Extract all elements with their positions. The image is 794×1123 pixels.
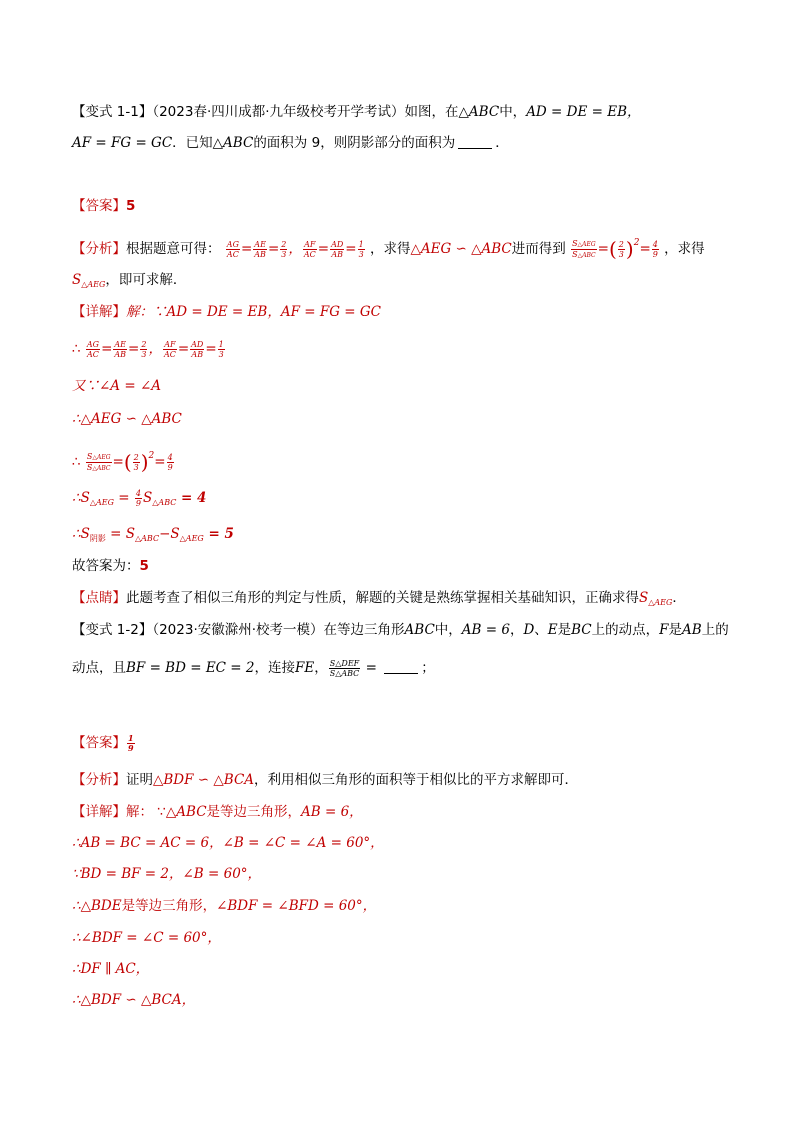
detail-1-line-2: ∴ $\frac{AG}{AC}$ = $\frac{AE}{AB}$ = $\frac{2}{3}$ ， $\frac{AF}{AC}$ = $\frac{AD}{AB}$ = $\frac{1}{3}$: [72, 340, 224, 359]
answer-tag: 【答案】: [72, 735, 126, 751]
detail-1-line-4: ∴△AEG ∽ △ABC: [72, 411, 182, 427]
analysis-2: 【分析】证明△BDF ∽ △BCA，利用相似三角形的面积等于相似比的平方求解即可．: [72, 772, 579, 788]
problem-1-line-1: 【变式 1-1】（2023春·四川成都·九年级校考开学考试）如图，在△ABC中，AD = DE = EB，: [72, 104, 641, 120]
answer-blank: [384, 661, 418, 674]
detail-2-line-6: ∴DF ∥ AC，: [72, 961, 150, 977]
area-ratio-expression: $\frac{\text{S△AEG}}{\text{S△ABC}}$ =( $\frac{2}{3}$ )$^2$= $\frac{4}{9}$: [86, 450, 173, 474]
comment-tag: 【点睛】: [72, 590, 126, 606]
detail-1-line-5: ∴ $\frac{\text{S△AEG}}{\text{S△ABC}}$ =( $\frac{2}{3}$ )$^2$= $\frac{4}{9}$: [72, 450, 173, 474]
detail-tag: 【详解】: [72, 304, 126, 320]
analysis-1-line-2: $S_{\triangle AEG}$，即可求解．: [72, 272, 187, 289]
ratio-expression: $\frac{AG}{AC}$ = $\frac{AE}{AB}$ = $\frac{2}{3}$ ， $\frac{AF}{AC}$ = $\frac{AD}{AB}$ = $\frac{1}{3}$: [86, 340, 224, 359]
detail-2-line-4: ∴△BDE是等边三角形，∠BDF = ∠BFD = 60°，: [72, 898, 377, 914]
detail-2-line-5: ∴∠BDF = ∠C = 60°，: [72, 930, 221, 946]
detail-1-line-1: 【详解】解：∵AD = DE = EB，AF = FG = GC: [72, 304, 381, 320]
comment-1: 【点睛】此题考查了相似三角形的判定与性质，解题的关键是熟练掌握相关基础知识，正确求得$S_{\triangle AEG}$．: [72, 590, 686, 607]
answer-fraction: $\frac{1}{9}$: [128, 732, 134, 753]
problem-2-line-1: 【变式 1-2】（2023·安徽滁州·校考一模）在等边三角形ABC中，AB = 6，D、E是BC上的动点，F是AB上的: [72, 622, 729, 638]
analysis-tag: 【分析】: [72, 772, 126, 788]
source-note: （2023·安徽滁州·校考一模）: [152, 622, 324, 638]
answer-tag: 【答案】: [72, 198, 126, 214]
detail-1-line-6: $\therefore S_{\triangle AEG}$ = $\frac{4}{9}$ $S_{\triangle ABC} = 4$: [72, 488, 207, 508]
detail-1-final: 故答案为：5: [72, 558, 149, 574]
analysis-tag: 【分析】: [72, 241, 126, 257]
detail-2-line-2: ∴AB = BC = AC = 6，∠B = ∠C = ∠A = 60°，: [72, 835, 384, 851]
variant-tag: 【变式 1-2】: [72, 622, 153, 638]
detail-1-line-7: $\therefore S_{阴影} = S_{\triangle ABC}-S_{\triangle AEG} = 5$: [72, 526, 234, 543]
detail-2-line-1: 【详解】解： ∵△ABC是等边三角形，AB = 6，: [72, 804, 363, 820]
answer-blank: [458, 136, 492, 149]
detail-2-line-3: ∵BD = BF = 2，∠B = 60°，: [72, 866, 262, 882]
problem-1-line-2: AF = FG = GC．已知△ABC的面积为 9，则阴影部分的面积为 ．: [72, 135, 509, 151]
area-ratio-fraction: $\frac{\text{S△DEF}}{\text{S△ABC}}$: [329, 658, 360, 678]
area-ratio-expression: $\frac{\text{S△AEG}}{\text{S△ABC}}$ =( $\frac{2}{3}$ )$^2$= $\frac{4}{9}$: [572, 237, 658, 261]
source-note: （2023春·四川成都·九年级校考开学考试）: [152, 104, 405, 120]
answer-1: [72, 196, 135, 216]
ratio-expression: $\frac{AG}{AC}$ = $\frac{AE}{AB}$ = $\frac{2}{3}$ ， $\frac{AF}{AC}$ = $\frac{AD}{AB}$ = $\frac{1}{3}$: [226, 240, 364, 259]
variant-tag: 【变式 1-1】: [72, 104, 153, 120]
analysis-1-line-1: 【分析】根据题意可得： $\frac{AG}{AC}$ = $\frac{AE}{AB}$ = $\frac{2}{3}$ ， $\frac{AF}{AC}$ = $\frac{AD}{AB}$ = $\frac{1}{3}$ ，求得△AEG ∽ △ABC进而得到 $\frac{\text{S△AEG}}{\text{S△ABC}}$ =( $\frac{2}{3}$ )$^2$= $\frac{4}{9}$ ，求得: [72, 237, 705, 261]
detail-tag: 【详解】: [72, 804, 126, 820]
detail-1-line-3: 又∵∠A = ∠A: [72, 378, 162, 394]
answer-2: [72, 733, 136, 753]
fraction-4-9: $\frac{4}{9}$: [135, 488, 142, 508]
answer-value: 5: [126, 198, 136, 214]
problem-2-line-2: 动点，且BF = BD = EC = 2，连接FE， $\frac{\text{S△DEF}}{\text{S△ABC}}$ = ；: [72, 658, 435, 678]
detail-2-line-7: ∴△BDF ∽ △BCA，: [72, 992, 196, 1008]
